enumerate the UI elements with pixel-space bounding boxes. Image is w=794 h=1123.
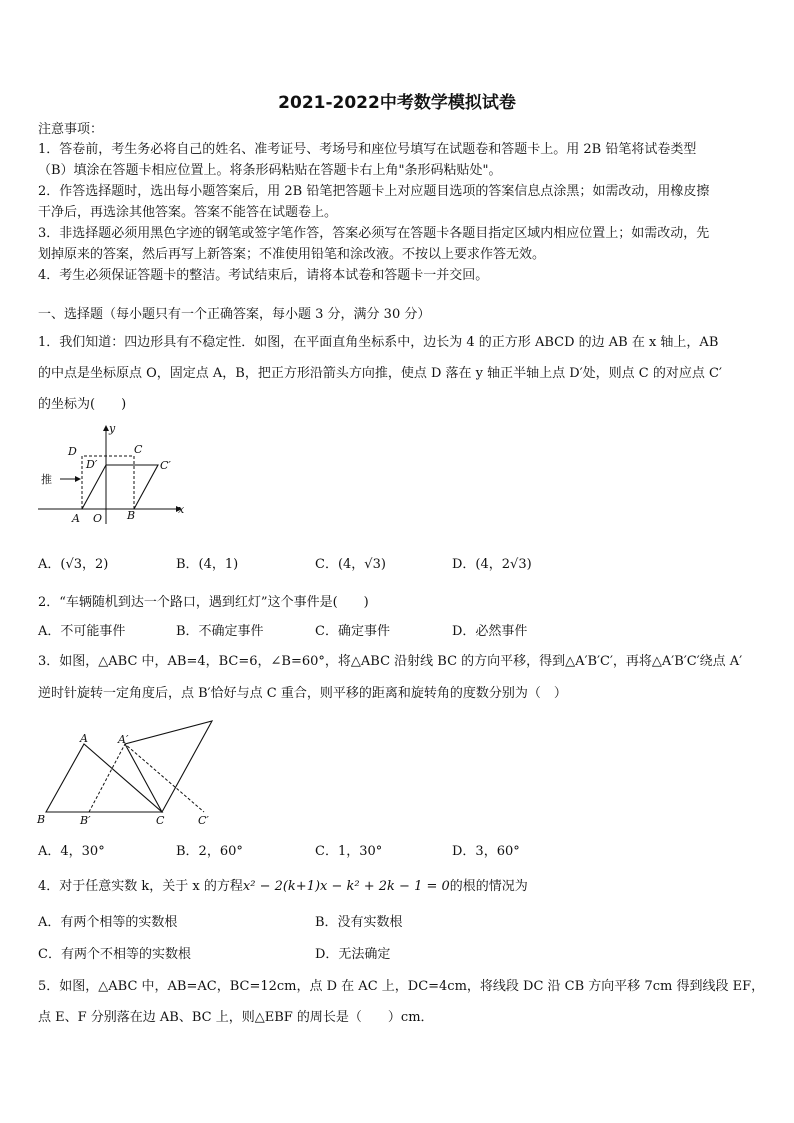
label-b: B <box>127 509 136 522</box>
question-1-line: 的中点是坐标原点 O，固定点 A，B，把正方形沿箭头方向推，使点 D 落在 y 轴正半轴上点 D′处，则点 C 的对应点 C′ <box>38 366 722 381</box>
q1-option-c: C．(4，√3) <box>315 557 386 572</box>
notice-line: 1．答卷前，考生务必将自己的姓名、准考证号、考场号和座位号填写在试题卷和答题卡上。用 2B 铅笔将试卷类型 <box>38 142 697 157</box>
question-3-figure <box>34 716 224 832</box>
notice-line: 划掉原来的答案，然后再写上新答案；不准使用铅笔和涂改液。不按以上要求作答无效。 <box>38 247 546 262</box>
question-2-text: 2．“车辆随机到达一个路口，遇到红灯”这个事件是( ) <box>38 595 369 610</box>
q2-option-c: C．确定事件 <box>315 624 390 639</box>
q3-option-c: C．1，30° <box>315 844 383 859</box>
label-a: A <box>80 732 88 745</box>
pushed-parallelogram <box>82 465 158 509</box>
label-c: C <box>134 443 143 456</box>
q2-option-d: D．必然事件 <box>452 624 528 639</box>
q3-option-b: B．2，60° <box>176 844 243 859</box>
q4-option-d: D．无法确定 <box>315 947 391 962</box>
label-o: O <box>93 512 103 525</box>
page-title: 2021-2022中考数学模拟试卷 <box>278 93 516 113</box>
question-5-line: 点 E、F 分别落在边 AB、BC 上，则△EBF 的周长是（ ）cm． <box>38 1010 434 1025</box>
question-3-line: 逆时针旋转一定角度后，点 B′恰好与点 C 重合，则平移的距离和旋转角的度数分别为（ ） <box>38 686 567 701</box>
q4-suffix: 的根的情况为 <box>449 879 528 894</box>
question-1-line: 1．我们知道：四边形具有不稳定性．如图，在平面直角坐标系中，边长为 4 的正方形 ABCD 的边 AB 在 x 轴上，AB <box>38 335 719 350</box>
label-x: x <box>178 503 185 516</box>
triangle-rotated <box>125 721 212 812</box>
label-push: 推 <box>41 473 52 486</box>
notice-line: 2．作答选择题时，选出每小题答案后，用 2B 铅笔把答题卡上对应题目选项的答案信息点涂黑；如需改动，用橡皮擦 <box>38 184 710 199</box>
notice-line: 干净后，再选涂其他答案。答案不能答在试题卷上。 <box>38 205 338 220</box>
label-c-prime: C′ <box>198 814 209 827</box>
q4-prefix: 4．对于任意实数 k，关于 x 的方程 <box>38 879 243 894</box>
q4-option-b: B．没有实数根 <box>315 915 403 930</box>
notice-heading: 注意事项： <box>38 122 104 137</box>
label-b: B <box>37 813 46 826</box>
q4-option-c: C．有两个不相等的实数根 <box>38 947 191 962</box>
notice-line: 4．考生必须保证答题卡的整洁。考试结束后，请将本试卷和答题卡一并交回。 <box>38 268 489 283</box>
q3-option-a: A．4，30° <box>38 844 105 859</box>
label-d: D <box>68 445 77 458</box>
label-d-prime: D′ <box>86 458 98 471</box>
question-3-line: 3．如图，△ABC 中，AB=4，BC=6，∠B=60°，将△ABC 沿射线 BC 的方向平移，得到△A′B′C′，再将△A′B′C′绕点 A′ <box>38 654 743 669</box>
triangle-abc <box>46 744 162 812</box>
q1-option-b: B．(4，1) <box>176 557 239 572</box>
question-5-line: 5．如图，△ABC 中，AB=AC，BC=12cm，点 D 在 AC 上，DC=4cm，将线段 DC 沿 CB 方向平移 7cm 得到线段 EF， <box>38 979 765 994</box>
question-1-figure <box>36 420 196 530</box>
label-y: y <box>109 422 116 435</box>
label-c: C <box>156 814 165 827</box>
notice-line: 3．非选择题必须用黑色字迹的钢笔或签字笔作答，答案必须写在答题卡各题目指定区域内相应位置上；如需改动，先 <box>38 226 710 241</box>
q2-option-b: B．不确定事件 <box>176 624 264 639</box>
label-a: A <box>72 512 80 525</box>
section-heading: 一、选择题（每小题只有一个正确答案，每小题 3 分，满分 30 分） <box>38 307 431 322</box>
triangle-a1b1c1 <box>89 744 204 812</box>
label-a-prime: A′ <box>118 733 129 746</box>
q2-option-a: A．不可能事件 <box>38 624 126 639</box>
q1-option-d: D．(4，2√3) <box>452 557 532 572</box>
label-b-prime: B′ <box>80 814 91 827</box>
notice-line: （B）填涂在答题卡相应位置上。将条形码粘贴在答题卡右上角"条形码粘贴处"。 <box>38 163 502 178</box>
label-c-prime: C′ <box>160 459 171 472</box>
q4-option-a: A．有两个相等的实数根 <box>38 915 178 930</box>
question-1-line: 的坐标为( ) <box>38 397 127 412</box>
q4-equation: x² − 2(k+1)x − k² + 2k − 1 = 0 <box>242 879 450 894</box>
question-4-text <box>38 877 760 897</box>
q3-option-d: D．3，60° <box>452 844 520 859</box>
q1-option-a: A．(√3，2) <box>38 557 109 572</box>
